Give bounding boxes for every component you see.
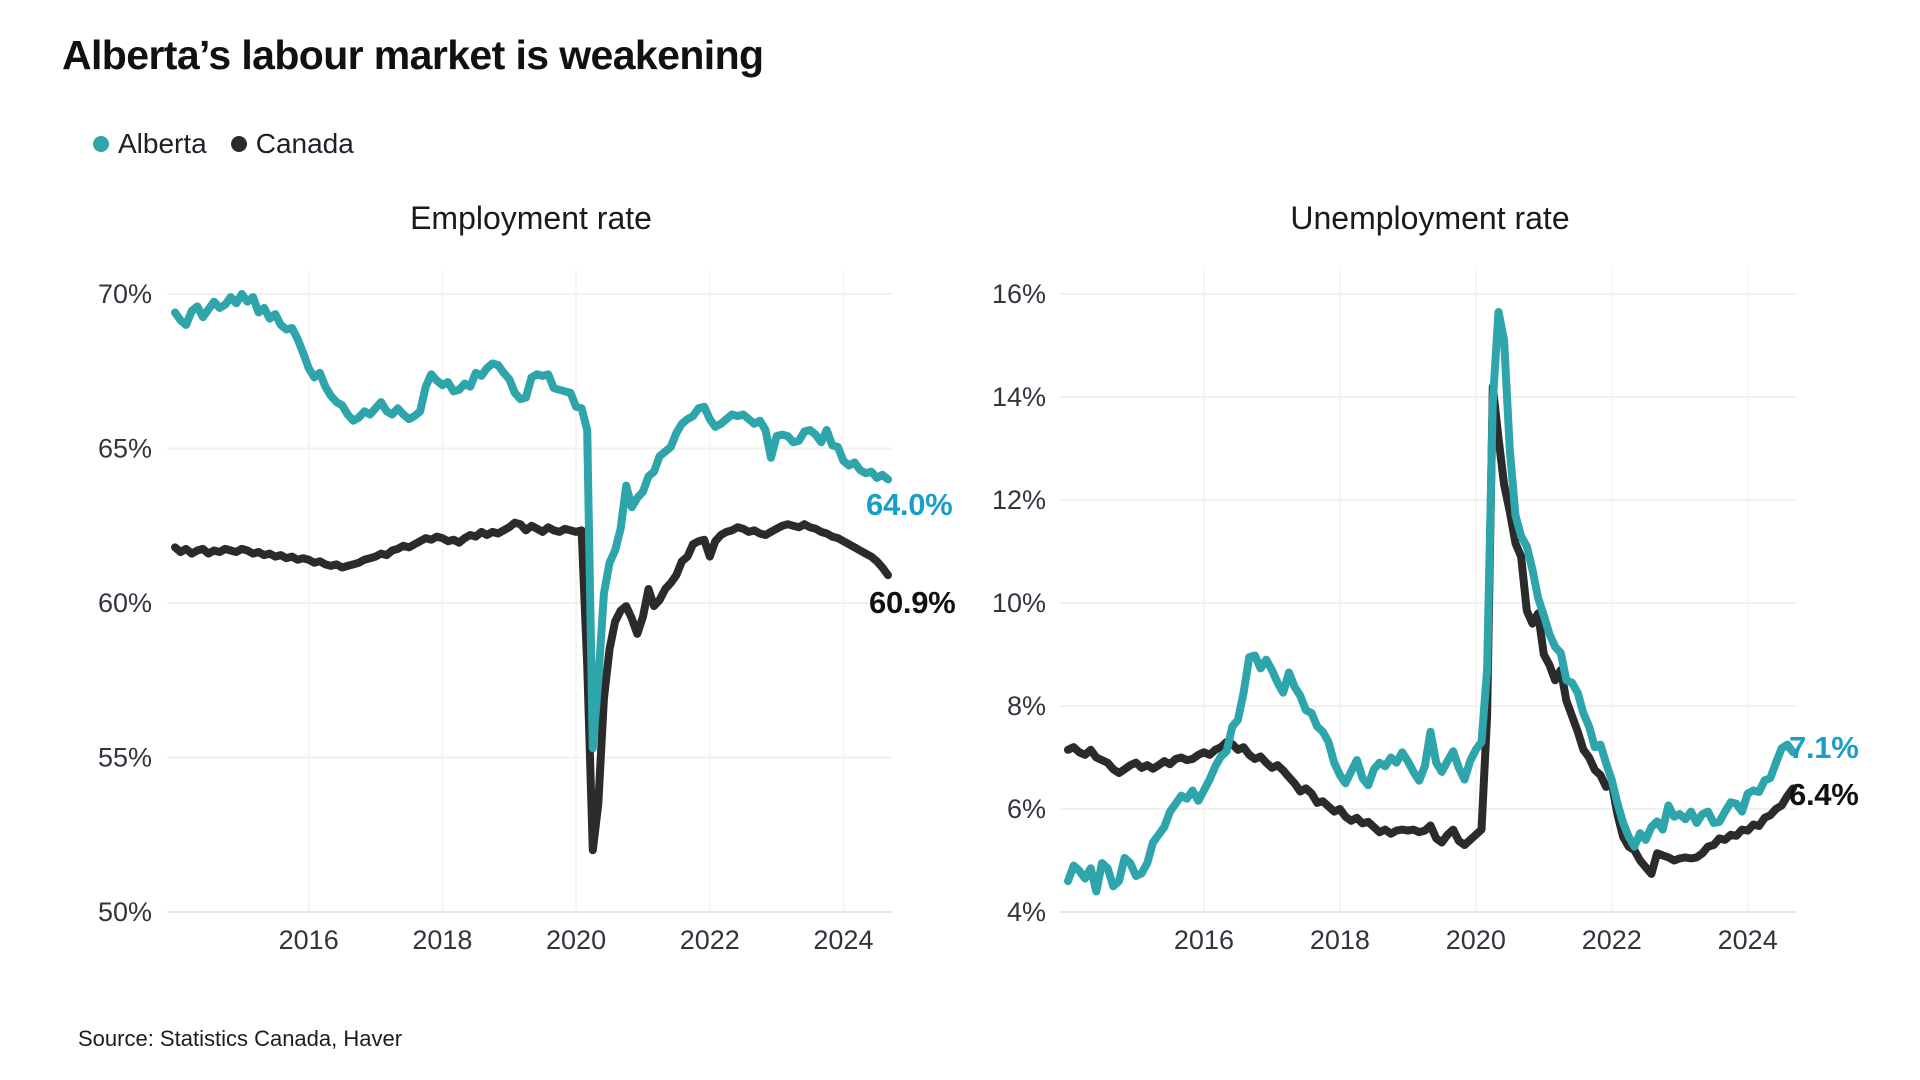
end-label-employment-canada: 60.9% [869,585,956,620]
y-tick-label: 8% [1006,691,1046,721]
legend-label-canada: Canada [255,128,354,159]
page-title: Alberta’s labour market is weakening [62,32,764,78]
y-tick-label: 55% [97,742,152,773]
x-tick-label: 2024 [813,925,874,955]
x-tick-label: 2016 [1173,925,1234,955]
y-tick-label: 50% [97,897,152,927]
y-tick-label: 6% [1006,794,1046,824]
y-tick-label: 4% [1006,897,1046,927]
x-tick-label: 2024 [1717,925,1778,955]
source-note: Source: Statistics Canada, Haver [78,1026,403,1051]
x-tick-label: 2022 [679,925,740,955]
y-tick-label: 14% [991,382,1046,412]
end-label-employment-alberta: 64.0% [866,487,953,522]
series-line-canada [175,523,888,851]
x-tick-label: 2020 [546,925,607,955]
end-label-unemployment-alberta: 7.1% [1789,730,1859,765]
end-label-unemployment-canada: 6.4% [1789,777,1859,812]
x-tick-label: 2020 [1445,925,1506,955]
x-tick-label: 2018 [1309,925,1370,955]
x-tick-label: 2018 [412,925,473,955]
chart-employment [98,270,892,955]
chart-title-employment: Employment rate [410,200,652,236]
y-tick-label: 16% [991,279,1046,309]
y-tick-label: 65% [97,433,152,464]
y-tick-label: 10% [991,588,1046,618]
series-line-alberta [1068,312,1793,891]
chart-unemployment [992,270,1797,955]
y-tick-label: 60% [97,588,152,618]
x-tick-label: 2016 [278,925,339,955]
series-line-alberta [175,294,888,748]
y-tick-label: 70% [97,279,152,309]
legend-label-alberta: Alberta [118,128,207,159]
x-tick-label: 2022 [1581,925,1642,955]
chart-title-unemployment: Unemployment rate [1290,200,1570,236]
y-tick-label: 12% [991,485,1046,515]
